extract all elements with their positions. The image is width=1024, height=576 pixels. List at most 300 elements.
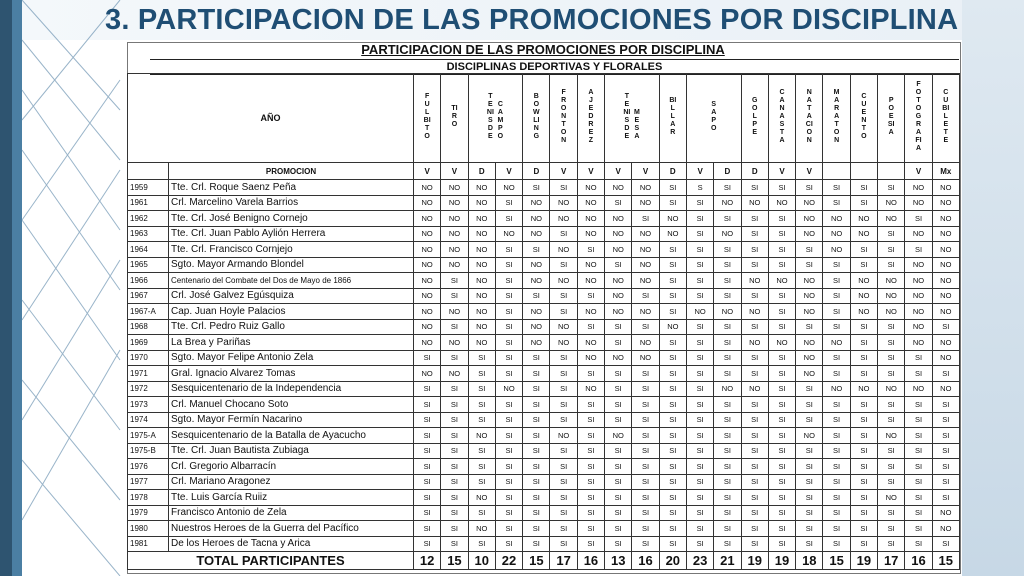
participation-cell: SI	[659, 412, 686, 428]
participation-cell: SI	[768, 521, 795, 537]
participation-cell: NO	[523, 335, 550, 351]
participation-cell: NO	[414, 335, 441, 351]
gender-code-cell: D	[523, 163, 550, 180]
participation-cell: SI	[741, 319, 768, 335]
participation-cell: SI	[878, 242, 905, 258]
participation-cell: SI	[850, 521, 877, 537]
participation-cell: SI	[768, 257, 795, 273]
participation-cell: NO	[932, 273, 959, 289]
participation-cell: NO	[523, 304, 550, 320]
participation-cell: NO	[659, 226, 686, 242]
participation-cell: SI	[768, 211, 795, 227]
participation-cell: SI	[468, 366, 495, 382]
promotion-name-cell: Centenario del Combate del Dos de Mayo de 1866	[169, 273, 414, 289]
participation-cell: SI	[577, 242, 604, 258]
participation-cell: SI	[823, 288, 850, 304]
participation-cell: NO	[605, 180, 632, 196]
participation-cell: SI	[659, 288, 686, 304]
participation-cell: NO	[796, 273, 823, 289]
table-row	[128, 397, 960, 413]
participation-cell: SI	[823, 536, 850, 552]
table-row	[128, 366, 960, 382]
promotion-name-cell: Crl. Manuel Chocano Soto	[169, 397, 414, 413]
participation-cell: SI	[878, 335, 905, 351]
participation-cell: SI	[741, 474, 768, 490]
participation-cell: SI	[850, 319, 877, 335]
total-cell: 16	[577, 552, 604, 570]
participation-cell: SI	[577, 319, 604, 335]
total-cell: 15	[441, 552, 468, 570]
participation-cell: NO	[414, 226, 441, 242]
participation-cell: SI	[850, 474, 877, 490]
participation-cell: NO	[932, 335, 959, 351]
participation-cell: SI	[823, 521, 850, 537]
discipline-label: POESIA	[887, 97, 895, 136]
participation-cell: SI	[878, 536, 905, 552]
participation-cell: SI	[495, 335, 522, 351]
participation-cell: NO	[495, 180, 522, 196]
participation-cell: SI	[796, 397, 823, 413]
participation-cell: NO	[523, 211, 550, 227]
participation-cell: NO	[768, 195, 795, 211]
total-cell: 22	[495, 552, 522, 570]
participation-cell: SI	[577, 490, 604, 506]
participation-cell: SI	[932, 412, 959, 428]
participation-cell: SI	[850, 536, 877, 552]
participation-cell: SI	[850, 443, 877, 459]
participation-cell: SI	[659, 242, 686, 258]
participation-cell: SI	[741, 412, 768, 428]
participation-cell: SI	[768, 505, 795, 521]
participation-cell: NO	[632, 195, 659, 211]
table-row	[128, 443, 960, 459]
participation-cell: SI	[605, 366, 632, 382]
discipline-label: CUBILETE	[942, 89, 950, 144]
participation-cell: SI	[905, 350, 932, 366]
discipline-header-fulbito	[414, 74, 441, 163]
total-cell: 19	[768, 552, 795, 570]
participation-cell: SI	[932, 459, 959, 475]
participation-cell: SI	[850, 195, 877, 211]
participation-cell: SI	[441, 397, 468, 413]
participation-cell: SI	[632, 490, 659, 506]
participation-cell: SI	[468, 412, 495, 428]
participation-cell: SI	[441, 288, 468, 304]
participation-cell: SI	[796, 412, 823, 428]
gender-code-cell: D	[659, 163, 686, 180]
decorative-lines	[0, 0, 130, 576]
participation-cell: SI	[550, 288, 577, 304]
participation-cell: SI	[414, 474, 441, 490]
participation-cell: SI	[850, 366, 877, 382]
participation-cell: NO	[577, 350, 604, 366]
participation-cell: SI	[714, 288, 741, 304]
participation-cell: SI	[714, 257, 741, 273]
discipline-header-fotografia	[905, 74, 932, 163]
participation-cell: SI	[441, 474, 468, 490]
participation-cell: SI	[523, 366, 550, 382]
participation-cell: SI	[441, 350, 468, 366]
participation-cell: NO	[878, 288, 905, 304]
participation-cell: NO	[905, 180, 932, 196]
participation-cell: SI	[495, 304, 522, 320]
participation-cell: SI	[550, 490, 577, 506]
participation-cell: SI	[850, 412, 877, 428]
participation-cell: NO	[441, 226, 468, 242]
discipline-header-tenis-de-campo	[468, 74, 523, 163]
participation-cell: NO	[796, 428, 823, 444]
participation-cell: SI	[686, 335, 713, 351]
participation-cell: SI	[714, 490, 741, 506]
participation-cell: SI	[932, 474, 959, 490]
participation-cell: SI	[741, 459, 768, 475]
participation-cell: SI	[632, 521, 659, 537]
participation-cell: SI	[796, 490, 823, 506]
participation-cell: SI	[714, 335, 741, 351]
promotion-name-cell: Crl. José Galvez Egúsquiza	[169, 288, 414, 304]
total-cell: 17	[550, 552, 577, 570]
participation-cell: NO	[714, 226, 741, 242]
participation-cell: SI	[796, 521, 823, 537]
participation-cell: NO	[905, 195, 932, 211]
promotion-name-cell: Tte. Crl. Francisco Cornjejo	[169, 242, 414, 258]
participation-cell: SI	[768, 180, 795, 196]
table-subtitle: DISCIPLINAS DEPORTIVAS Y FLORALES	[150, 59, 959, 75]
participation-cell: SI	[686, 195, 713, 211]
participation-cell: SI	[768, 304, 795, 320]
participation-cell: SI	[523, 180, 550, 196]
participation-cell: SI	[686, 428, 713, 444]
participation-cell: NO	[741, 381, 768, 397]
participation-cell: SI	[932, 428, 959, 444]
participation-cell: NO	[441, 211, 468, 227]
participation-cell: SI	[441, 521, 468, 537]
table-row	[128, 428, 960, 444]
gender-code-cell: Mx	[932, 163, 959, 180]
participation-cell: SI	[441, 381, 468, 397]
participation-cell: SI	[468, 397, 495, 413]
table-row	[128, 474, 960, 490]
participation-cell: NO	[932, 288, 959, 304]
promotion-name-cell: Sesquicentenario de la Independencia	[169, 381, 414, 397]
table-row	[128, 304, 960, 320]
gender-code-cell: D	[714, 163, 741, 180]
participation-cell: NO	[468, 319, 495, 335]
promotion-name-cell: Cap. Juan Hoyle Palacios	[169, 304, 414, 320]
participation-cell: NO	[905, 319, 932, 335]
participation-cell: SI	[605, 505, 632, 521]
participation-cell: SI	[550, 474, 577, 490]
participation-cell: SI	[850, 505, 877, 521]
participation-cell: NO	[796, 195, 823, 211]
participation-cell: NO	[796, 211, 823, 227]
participation-cell: NO	[878, 195, 905, 211]
participation-cell: SI	[741, 521, 768, 537]
participation-cell: SI	[796, 505, 823, 521]
participation-cell: SI	[414, 350, 441, 366]
participation-cell: SI	[686, 412, 713, 428]
participation-cell: SI	[905, 443, 932, 459]
participation-cell: SI	[659, 381, 686, 397]
participation-cell: SI	[659, 459, 686, 475]
participation-cell: SI	[796, 180, 823, 196]
participation-cell: SI	[632, 397, 659, 413]
participation-cell: NO	[714, 381, 741, 397]
participation-cell: NO	[932, 350, 959, 366]
participation-cell: SI	[523, 428, 550, 444]
participation-cell: NO	[850, 226, 877, 242]
participation-cell: SI	[878, 459, 905, 475]
participation-cell: SI	[932, 443, 959, 459]
participation-cell: SI	[550, 412, 577, 428]
participation-cell: SI	[523, 288, 550, 304]
participation-cell: SI	[605, 443, 632, 459]
table-row	[128, 412, 960, 428]
participation-cell: NO	[796, 350, 823, 366]
participation-table	[127, 73, 960, 570]
participation-cell: SI	[550, 443, 577, 459]
year-cell: 1962	[128, 211, 169, 227]
participation-cell: SI	[878, 474, 905, 490]
participation-cell: NO	[605, 242, 632, 258]
participation-cell: NO	[905, 335, 932, 351]
year-cell: 1975-A	[128, 428, 169, 444]
participation-cell: SI	[414, 428, 441, 444]
participation-cell: SI	[495, 195, 522, 211]
year-subheader-cell	[128, 163, 169, 180]
participation-cell: NO	[605, 226, 632, 242]
participation-cell: SI	[741, 490, 768, 506]
table-row	[128, 242, 960, 258]
participation-cell: SI	[495, 257, 522, 273]
participation-cell: SI	[823, 319, 850, 335]
participation-cell: NO	[741, 304, 768, 320]
participation-cell: SI	[768, 350, 795, 366]
participation-cell: NO	[468, 304, 495, 320]
participation-cell: NO	[468, 428, 495, 444]
right-band	[962, 0, 1024, 576]
participation-cell: NO	[577, 195, 604, 211]
participation-cell: SI	[414, 397, 441, 413]
participation-cell: SI	[823, 366, 850, 382]
participation-cell: SI	[686, 288, 713, 304]
discipline-label: TIRO	[451, 105, 458, 128]
participation-cell: NO	[796, 304, 823, 320]
discipline-header-sapo	[686, 74, 741, 163]
promotion-name-cell: Sgto. Mayor Fermín Nacarino	[169, 412, 414, 428]
participation-cell: SI	[414, 443, 441, 459]
participation-cell: NO	[468, 180, 495, 196]
participation-cell: SI	[878, 443, 905, 459]
participation-cell: NO	[523, 226, 550, 242]
year-cell: 1964	[128, 242, 169, 258]
discipline-label: BILLAR	[669, 97, 677, 136]
participation-cell: SI	[796, 443, 823, 459]
discipline-header-fronton	[550, 74, 577, 163]
participation-cell: SI	[823, 474, 850, 490]
participation-cell: SI	[850, 180, 877, 196]
participation-cell: SI	[550, 397, 577, 413]
participation-cell: SI	[686, 536, 713, 552]
promotion-name-cell: Francisco Antonio de Zela	[169, 505, 414, 521]
participation-cell: SI	[823, 273, 850, 289]
gender-code-cell: V	[550, 163, 577, 180]
participation-cell: SI	[796, 381, 823, 397]
participation-cell: NO	[714, 304, 741, 320]
year-cell: 1961	[128, 195, 169, 211]
participation-cell: SI	[495, 536, 522, 552]
participation-cell: SI	[686, 443, 713, 459]
participation-cell: SI	[714, 459, 741, 475]
total-cell: 19	[741, 552, 768, 570]
participation-cell: NO	[905, 226, 932, 242]
participation-cell: NO	[823, 226, 850, 242]
gender-code-cell: D	[468, 163, 495, 180]
participation-cell: SI	[932, 536, 959, 552]
participation-cell: SI	[686, 273, 713, 289]
participation-cell: SI	[414, 459, 441, 475]
participation-cell: SI	[686, 381, 713, 397]
participation-cell: NO	[414, 319, 441, 335]
discipline-label: CUENTO	[861, 93, 867, 140]
participation-cell: SI	[796, 319, 823, 335]
participation-cell: SI	[768, 288, 795, 304]
participation-cell: NO	[714, 195, 741, 211]
gender-code-cell: V	[768, 163, 795, 180]
participation-cell: SI	[768, 242, 795, 258]
participation-cell: SI	[632, 459, 659, 475]
participation-cell: NO	[441, 257, 468, 273]
discipline-label: SAPO	[711, 101, 717, 132]
participation-cell: SI	[632, 505, 659, 521]
discipline-label: MESA	[633, 109, 640, 140]
participation-cell: SI	[605, 474, 632, 490]
participation-cell: SI	[495, 319, 522, 335]
participation-cell: SI	[550, 350, 577, 366]
participation-cell: SI	[441, 273, 468, 289]
participation-cell: NO	[878, 490, 905, 506]
participation-cell: NO	[741, 335, 768, 351]
table-row	[128, 490, 960, 506]
discipline-header-bowling	[523, 74, 550, 163]
participation-cell: SI	[823, 180, 850, 196]
participation-cell: SI	[768, 428, 795, 444]
gender-code-cell: D	[741, 163, 768, 180]
year-cell: 1965	[128, 257, 169, 273]
participation-cell: SI	[741, 257, 768, 273]
participation-cell: SI	[714, 521, 741, 537]
promotion-name-cell: Crl. Gregorio Albarracín	[169, 459, 414, 475]
year-cell: 1974	[128, 412, 169, 428]
promotion-name-cell: Sesquicentenario de la Batalla de Ayacucho	[169, 428, 414, 444]
promotion-name-cell: Crl. Marcelino Varela Barrios	[169, 195, 414, 211]
participation-cell: SI	[878, 521, 905, 537]
participation-cell: NO	[468, 242, 495, 258]
participation-cell: NO	[577, 335, 604, 351]
participation-cell: SI	[686, 226, 713, 242]
participation-cell: NO	[932, 226, 959, 242]
participation-cell: NO	[632, 273, 659, 289]
participation-cell: SI	[550, 257, 577, 273]
total-cell: 21	[714, 552, 741, 570]
participation-cell: SI	[905, 490, 932, 506]
participation-cell: NO	[468, 521, 495, 537]
participation-cell: SI	[714, 273, 741, 289]
participation-cell: SI	[823, 459, 850, 475]
participation-cell: SI	[495, 350, 522, 366]
participation-cell: NO	[550, 319, 577, 335]
participation-cell: SI	[523, 474, 550, 490]
participation-cell: SI	[468, 381, 495, 397]
participation-cell: SI	[441, 536, 468, 552]
gender-code-cell: V	[686, 163, 713, 180]
participation-cell: SI	[495, 443, 522, 459]
gender-code-cell	[878, 163, 905, 180]
participation-cell: SI	[905, 397, 932, 413]
gender-code-cell	[850, 163, 877, 180]
discipline-header-ajedrez	[577, 74, 604, 163]
participation-cell: NO	[414, 180, 441, 196]
participation-cell: NO	[523, 319, 550, 335]
discipline-header-row	[128, 74, 960, 163]
participation-cell: NO	[468, 288, 495, 304]
participation-cell: SI	[796, 257, 823, 273]
discipline-header-canasta	[768, 74, 795, 163]
participation-cell: NO	[414, 242, 441, 258]
discipline-label: FULBITO	[423, 93, 431, 140]
participation-cell: NO	[823, 335, 850, 351]
participation-cell: SI	[523, 521, 550, 537]
discipline-label: NATACION	[805, 89, 813, 144]
participation-cell: SI	[523, 350, 550, 366]
participation-cell: SI	[714, 443, 741, 459]
participation-cell: SI	[605, 335, 632, 351]
participation-cell: SI	[714, 180, 741, 196]
participation-cell: SI	[878, 319, 905, 335]
table-row	[128, 226, 960, 242]
year-cell: 1972	[128, 381, 169, 397]
discipline-label: CAMPO	[497, 101, 504, 140]
participation-cell: SI	[550, 180, 577, 196]
year-cell: 1967-A	[128, 304, 169, 320]
participation-cell: NO	[741, 195, 768, 211]
participation-cell: SI	[796, 459, 823, 475]
participation-cell: SI	[605, 536, 632, 552]
gender-code-cell: V	[577, 163, 604, 180]
year-cell: 1971	[128, 366, 169, 382]
promotion-name-cell: Gral. Ignacio Alvarez Tomas	[169, 366, 414, 382]
participation-cell: SI	[659, 257, 686, 273]
participation-cell: SI	[823, 490, 850, 506]
participation-cell: SI	[905, 459, 932, 475]
year-cell: 1978	[128, 490, 169, 506]
participation-cell: SI	[495, 397, 522, 413]
promotion-name-cell: Tte. Crl. Juan Pablo Aylión Herrera	[169, 226, 414, 242]
participation-cell: SI	[686, 521, 713, 537]
participation-cell: SI	[823, 443, 850, 459]
participation-cell: SI	[823, 505, 850, 521]
participation-cell: NO	[796, 335, 823, 351]
participation-cell: SI	[577, 443, 604, 459]
participation-cell: SI	[605, 490, 632, 506]
participation-cell: SI	[659, 350, 686, 366]
year-cell: 1976	[128, 459, 169, 475]
participation-cell: SI	[850, 459, 877, 475]
participation-cell: SI	[441, 428, 468, 444]
participation-cell: SI	[659, 521, 686, 537]
participation-cell: SI	[632, 443, 659, 459]
gender-code-cell: V	[632, 163, 659, 180]
